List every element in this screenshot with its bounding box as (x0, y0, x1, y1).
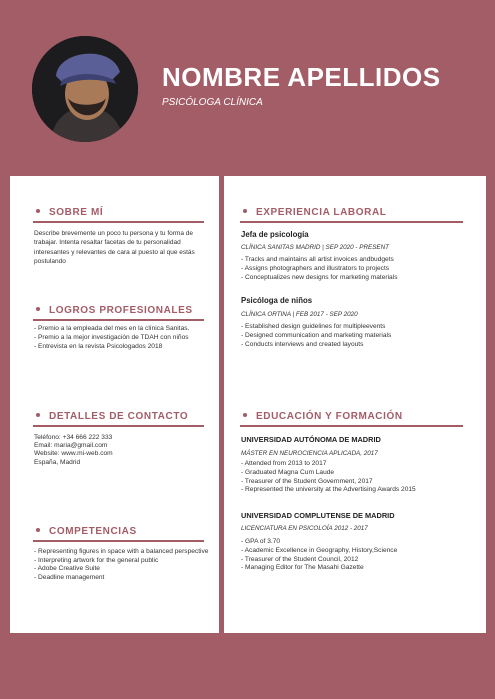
school-1-meta: MÁSTER EN NEUROCIENCIA APLICADA, 2017 (241, 450, 378, 457)
bullet-dot-icon (36, 209, 40, 213)
contact-rule (33, 425, 204, 427)
job-1-title: Jefa de psicología (241, 230, 309, 239)
list-item: - Managing Editor for The Masahi Gazette (241, 564, 364, 572)
footer-band (0, 633, 495, 699)
job-1-meta: CLÍNICA SANITAS MADRID | SEP 2020 - PRESENT (241, 244, 390, 251)
job-1-list (241, 256, 398, 282)
skills-rule (33, 540, 204, 542)
bullet-dot-icon (36, 307, 40, 311)
contact-website: Website: www.mi-web.com (34, 450, 113, 458)
about-text: Describe brevemente un poco tu persona y tu forma de trabajar. Intenta resaltar facetas de tu personalidad interesantes y relevantes de cara al puesto al que estás postulando (34, 230, 195, 265)
bullet-dot-icon (36, 413, 40, 417)
contact-list (34, 434, 113, 467)
profile-photo (32, 36, 138, 142)
full-name: NOMBRE APELLIDOS (162, 62, 441, 92)
list-item: - Deadline management (34, 573, 105, 581)
about-heading: SOBRE MÍ (36, 207, 103, 218)
job-2-title: Psicóloga de niños (241, 296, 313, 305)
school-1-title: UNIVERSIDAD AUTÓNOMA DE MADRID (241, 435, 381, 444)
list-item: - Premio a la empleada del mes en la clínica Sanitas. (34, 325, 190, 332)
list-item: - Conceptualizes new designs for marketing materials (241, 273, 398, 281)
column-divider (219, 176, 224, 633)
list-item: - Conducts interviews and created layouts (241, 340, 364, 348)
list-item: - Tracks and maintains all artist invoices andbudgets (241, 256, 394, 263)
contact-location: España, Madrid (34, 458, 81, 466)
skills-list (34, 548, 208, 582)
profile-portrait-image (32, 36, 138, 142)
bullet-dot-icon (36, 528, 40, 532)
school-1-list (241, 460, 416, 495)
about-rule (33, 221, 204, 223)
right-border (486, 176, 495, 633)
list-item: - Attended from 2013 to 2017 (241, 460, 327, 467)
skills-heading: COMPETENCIAS (36, 526, 137, 537)
list-item: - Represented the university at the Advertising Awards 2015 (241, 486, 416, 494)
achievements-list (34, 325, 189, 351)
list-item: - Assigns photographers and illustrators to projects (241, 264, 390, 272)
school-2-list (241, 538, 397, 573)
education-rule (240, 425, 463, 427)
list-item: - Treasurer of the Student Government, 2017 (241, 477, 373, 485)
list-item: - Interpreting artwork for the general public (34, 556, 159, 564)
bullet-dot-icon (243, 413, 247, 417)
contact-email: Email: maria@gmail.com (34, 442, 108, 450)
left-border (0, 176, 10, 633)
job-title: PSICÓLOGA CLÍNICA (162, 97, 263, 108)
bullet-dot-icon (243, 209, 247, 213)
list-item: - Established design guidelines for multipleevents (241, 323, 386, 330)
contact-phone: Teléfono: +34 666 222 333 (34, 434, 113, 441)
job-2-meta: CLÍNICA ORTINA | FEB 2017 - SEP 2020 (241, 311, 358, 318)
list-item: - Entrevista en la revista Psicologados 2018 (34, 342, 163, 350)
school-2-title: UNIVERSIDAD COMPLUTENSE DE MADRID (241, 511, 395, 520)
education-heading: EDUCACIÓN Y FORMACIÓN (243, 411, 403, 422)
achievements-rule (33, 319, 204, 321)
school-2-meta: LICENCIATURA EN PSICOLOÍA 2012 - 2017 (241, 525, 368, 532)
contact-heading: DETALLES DE CONTACTO (36, 411, 188, 422)
list-item: - Academic Excellence in Geography, History,Science (241, 546, 398, 554)
list-item: - Representing figures in space with a balanced perspective (34, 548, 209, 555)
achievements-heading: LOGROS PROFESIONALES (36, 305, 193, 316)
list-item: - Treasurer of the Student Council, 2012 (241, 555, 359, 563)
job-2-list (241, 323, 391, 349)
list-item: - GPA of 3.70 (241, 538, 281, 545)
list-item: - Graduated Magna Cum Laude (241, 468, 335, 476)
list-item: - Designed communication and marketing materials (241, 331, 392, 339)
experience-heading: EXPERIENCIA LABORAL (243, 207, 386, 218)
list-item: - Premio a la mejor investigación de TDAH con niños (34, 333, 189, 341)
experience-rule (240, 221, 463, 223)
list-item: - Adobe Creative Suite (34, 565, 100, 572)
